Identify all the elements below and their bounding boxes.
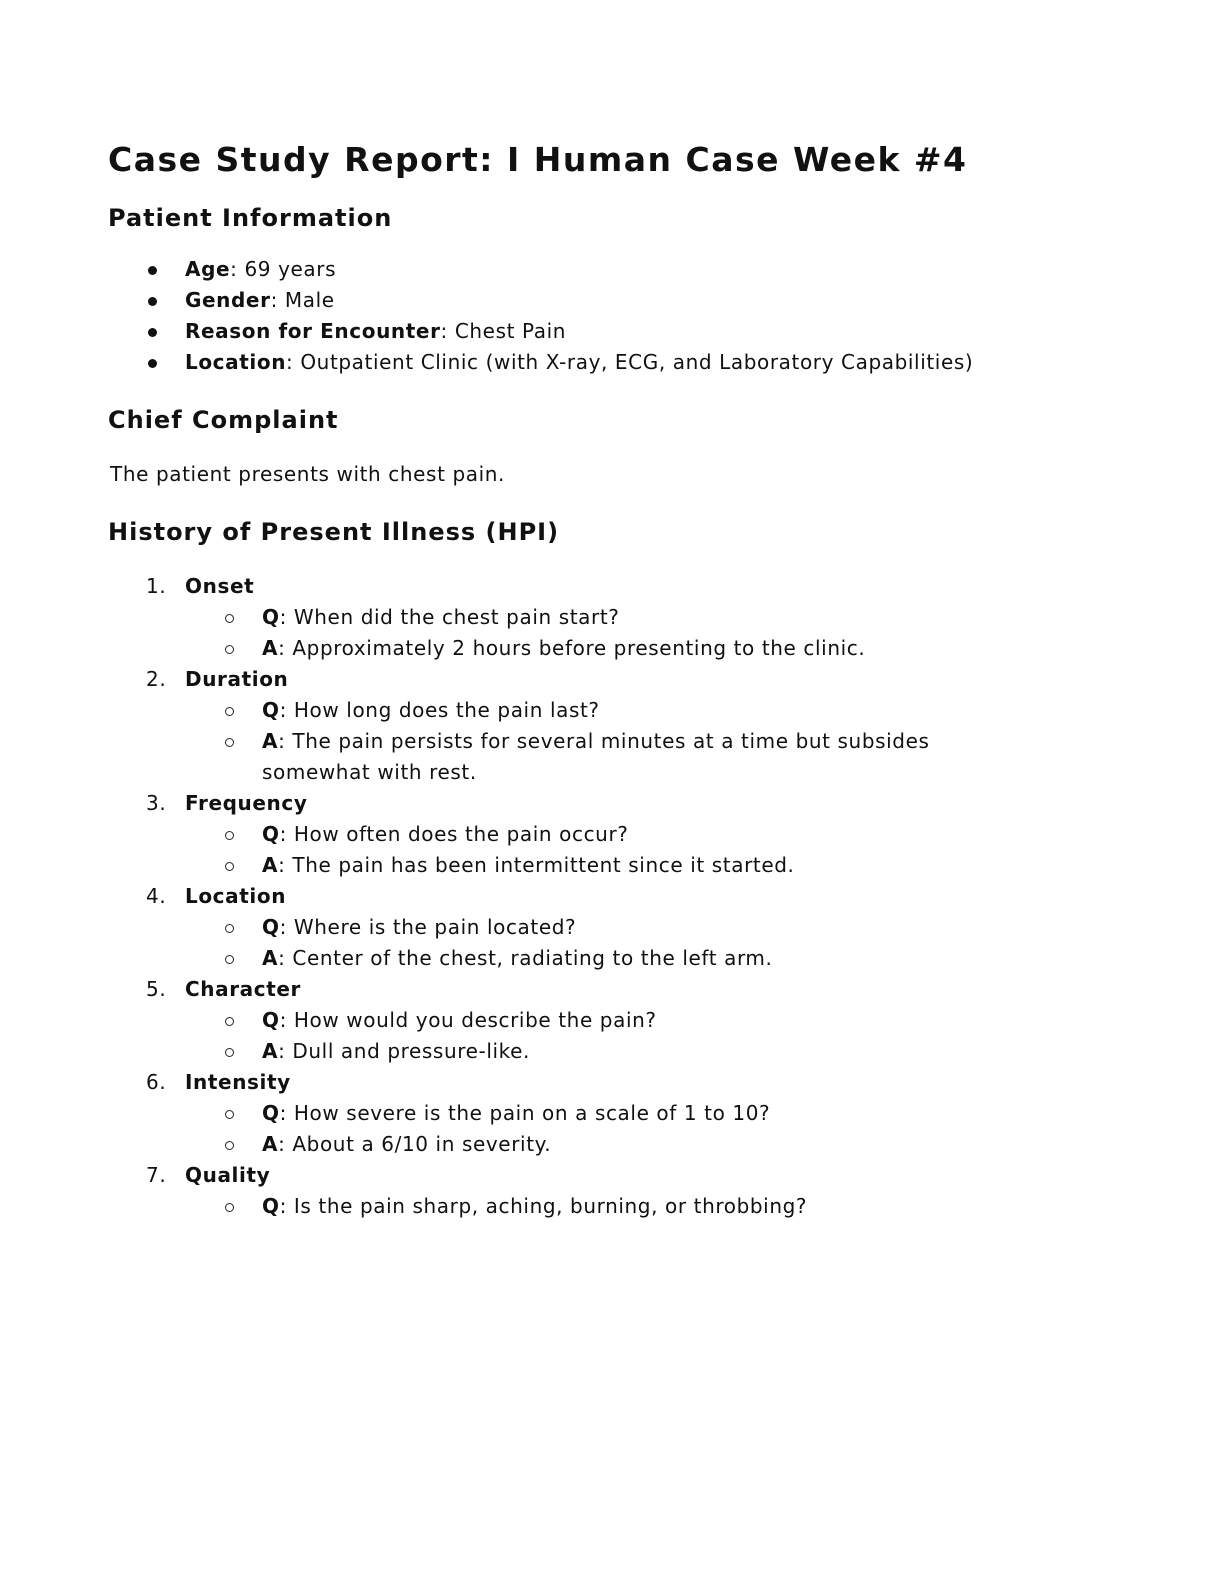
hpi-item-number: 2. <box>146 666 167 691</box>
patient-info-value: : 69 years <box>230 257 337 282</box>
patient-info-item-location <box>108 347 1118 378</box>
qa-list <box>185 912 1118 974</box>
hpi-item-frequency <box>108 788 1118 881</box>
circle-bullet-icon <box>225 955 234 964</box>
hpi-item-title: Character <box>185 976 302 1001</box>
hpi-item-number: 5. <box>146 976 167 1001</box>
qa-item <box>185 1191 962 1222</box>
patient-information-list <box>108 254 1118 378</box>
qa-label: Q <box>262 1007 280 1032</box>
patient-info-item-age <box>108 254 1118 285</box>
qa-list <box>185 1098 1118 1160</box>
qa-text: : When did the chest pain start? <box>279 604 620 629</box>
hpi-item-number: 1. <box>146 573 167 598</box>
qa-list <box>185 602 1118 664</box>
qa-item <box>185 695 962 726</box>
hpi-item-number: 7. <box>146 1162 167 1187</box>
qa-text: : The pain has been intermittent since it started. <box>278 852 795 877</box>
patient-info-label: Reason for Encounter <box>185 319 441 344</box>
qa-item <box>185 819 962 850</box>
qa-label: Q <box>262 604 280 629</box>
hpi-item-character <box>108 974 1118 1067</box>
qa-label: Q <box>262 821 280 846</box>
qa-text: : Center of the chest, radiating to the left arm. <box>278 945 773 970</box>
hpi-item-title: Intensity <box>185 1069 291 1094</box>
hpi-heading: History of Present Illness (HPI) <box>108 518 560 547</box>
circle-bullet-icon <box>225 1048 234 1057</box>
qa-label: A <box>262 1131 279 1156</box>
chief-complaint-heading: Chief Complaint <box>108 406 339 435</box>
hpi-item-onset <box>108 571 1118 664</box>
circle-bullet-icon <box>225 645 234 654</box>
qa-list <box>185 695 1118 788</box>
qa-item <box>185 850 962 881</box>
hpi-item-duration <box>108 664 1118 788</box>
patient-info-item-reason <box>108 316 1118 347</box>
hpi-item-title: Frequency <box>185 790 308 815</box>
patient-info-value: : Male <box>270 288 335 313</box>
document-title: Case Study Report: I Human Case Week #4 <box>108 140 968 179</box>
circle-bullet-icon <box>225 707 234 716</box>
qa-item <box>185 1005 962 1036</box>
hpi-item-title: Quality <box>185 1162 271 1187</box>
qa-item <box>185 633 962 664</box>
patient-info-value: : Outpatient Clinic (with X-ray, ECG, and Laboratory Capabilities) <box>286 350 974 375</box>
qa-list <box>185 819 1118 881</box>
chief-complaint-text: The patient presents with chest pain. <box>110 462 506 487</box>
hpi-item-quality <box>108 1160 1118 1222</box>
qa-label: Q <box>262 1193 280 1218</box>
qa-list <box>185 1005 1118 1067</box>
qa-text: : The pain persists for several minutes at a time but subsides somewhat with rest. <box>262 728 930 784</box>
qa-text: : Where is the pain located? <box>279 914 577 939</box>
circle-bullet-icon <box>225 1203 234 1212</box>
qa-list <box>185 1191 1118 1222</box>
qa-item <box>185 726 962 788</box>
qa-text: : How often does the pain occur? <box>279 821 629 846</box>
qa-label: A <box>262 852 279 877</box>
document-page <box>108 140 1118 1222</box>
circle-bullet-icon <box>225 1141 234 1150</box>
hpi-item-title: Onset <box>185 573 255 598</box>
circle-bullet-icon <box>225 862 234 871</box>
bullet-icon <box>148 359 157 368</box>
patient-info-item-gender <box>108 285 1118 316</box>
qa-item <box>185 943 962 974</box>
hpi-item-intensity <box>108 1067 1118 1160</box>
qa-label: Q <box>262 914 280 939</box>
patient-info-value: : Chest Pain <box>440 319 567 344</box>
qa-item <box>185 912 962 943</box>
qa-text: : Is the pain sharp, aching, burning, or throbbing? <box>279 1193 808 1218</box>
circle-bullet-icon <box>225 1017 234 1026</box>
qa-text: : How severe is the pain on a scale of 1 to 10? <box>279 1100 771 1125</box>
qa-item <box>185 1036 962 1067</box>
patient-info-label: Gender <box>185 288 271 313</box>
qa-text: : How would you describe the pain? <box>279 1007 657 1032</box>
hpi-item-number: 3. <box>146 790 167 815</box>
qa-label: A <box>262 1038 279 1063</box>
patient-information-heading: Patient Information <box>108 203 393 232</box>
bullet-icon <box>148 328 157 337</box>
qa-label: Q <box>262 1100 280 1125</box>
qa-text: : Approximately 2 hours before presenting to the clinic. <box>278 635 866 660</box>
patient-info-label: Age <box>185 257 231 282</box>
qa-label: A <box>262 728 279 753</box>
circle-bullet-icon <box>225 614 234 623</box>
bullet-icon <box>148 297 157 306</box>
hpi-item-number: 6. <box>146 1069 167 1094</box>
qa-label: Q <box>262 697 280 722</box>
patient-info-label: Location <box>185 350 287 375</box>
qa-label: A <box>262 635 279 660</box>
qa-item <box>185 1098 962 1129</box>
hpi-list <box>108 571 1118 1222</box>
circle-bullet-icon <box>225 924 234 933</box>
qa-text: : About a 6/10 in severity. <box>278 1131 552 1156</box>
qa-label: A <box>262 945 279 970</box>
hpi-item-title: Location <box>185 883 287 908</box>
bullet-icon <box>148 266 157 275</box>
hpi-item-number: 4. <box>146 883 167 908</box>
qa-text: : How long does the pain last? <box>279 697 600 722</box>
hpi-item-title: Duration <box>185 666 289 691</box>
hpi-item-location <box>108 881 1118 974</box>
circle-bullet-icon <box>225 831 234 840</box>
qa-text: : Dull and pressure-like. <box>278 1038 530 1063</box>
qa-item <box>185 602 962 633</box>
circle-bullet-icon <box>225 1110 234 1119</box>
circle-bullet-icon <box>225 738 234 747</box>
qa-item <box>185 1129 962 1160</box>
